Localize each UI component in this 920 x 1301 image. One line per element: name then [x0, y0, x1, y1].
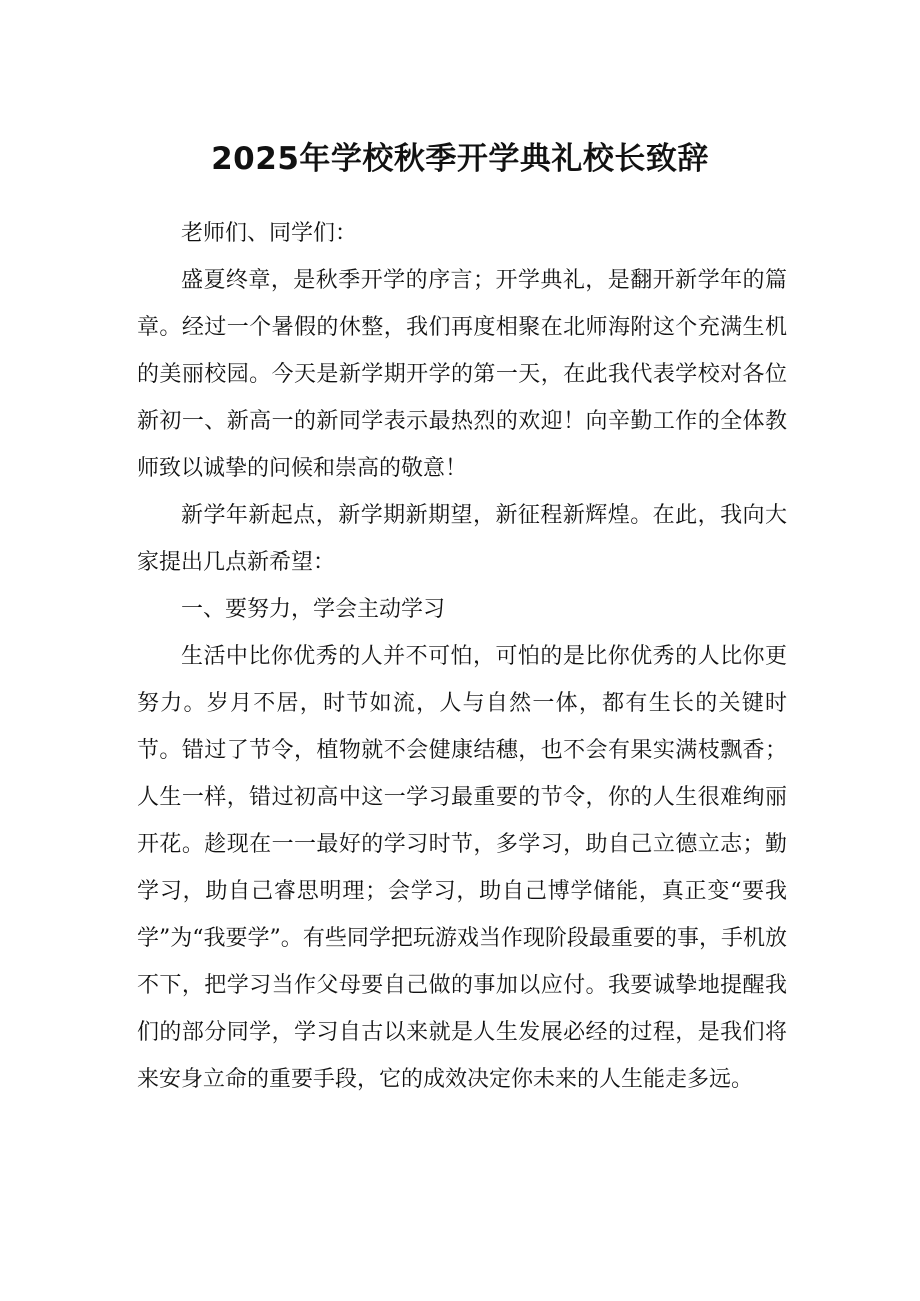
- paragraph-hopes-intro: 新学年新起点，新学期新期望，新征程新辉煌。在此，我向大家提出几点新希望：: [137, 503, 787, 575]
- section-heading-1: 一、要努力，学会主动学习: [181, 597, 446, 622]
- document-title: 2025年学校秋季开学典礼校长致辞: [211, 140, 709, 177]
- paragraph-greeting: 老师们、同学们：: [181, 221, 358, 246]
- paragraph-study: 生活中比你优秀的人并不可怕，可怕的是比你优秀的人比你更努力。岁月不居，时节如流，人与自然一体，都有生长的关键时节。错过了节令，植物就不会健康结穗，也不会有果实满枝飘香；人生一样，错过初高中这一学习最重要的节令，你的人生很难绚丽开花。趁现在一一最好的学习时节，多学习，助自己立德立志；勤学习，助自己睿思明理；会学习，助自己博学储能，真正变“要我学”为“我要学”。有些同学把玩游戏当作现阶段最重要的事，手机放不下，把学习当作父母要自己做的事加以应付。我要诚挚地提醒我们的部分同学，学习自古以来就是人生发展必经的过程，是我们将来安身立命的重要手段，它的成效决定你未来的人生能走多远。: [137, 644, 787, 1092]
- paragraph-opening: 盛夏终章，是秋季开学的序言；开学典礼，是翻开新学年的篇章。经过一个暑假的休整，我们再度相聚在北师海附这个充满生机的美丽校园。今天是新学期开学的第一天，在此我代表学校对各位新初一、新高一的新同学表示最热烈的欢迎！向辛勤工作的全体教师致以诚挚的问候和崇高的敬意！: [137, 268, 787, 481]
- document-body: [137, 210, 787, 1103]
